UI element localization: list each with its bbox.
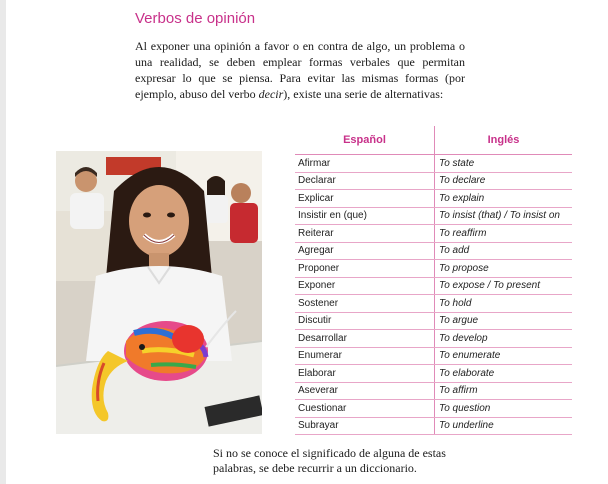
intro-text-2: ), existe una serie de alternativas:: [283, 87, 444, 101]
page-edge: [0, 0, 6, 484]
english-verb: To argue: [435, 312, 573, 330]
english-verb: To expose / To present: [435, 277, 573, 295]
section-title: Verbos de opinión: [135, 10, 256, 27]
english-verb: To question: [435, 400, 573, 418]
column-header-english: Inglés: [435, 126, 573, 155]
vocabulary-table: [295, 126, 572, 435]
table-row: [295, 190, 572, 208]
spanish-verb: Explicar: [295, 190, 435, 208]
spanish-verb: Declarar: [295, 172, 435, 190]
table-row: [295, 382, 572, 400]
spanish-verb: Exponer: [295, 277, 435, 295]
spanish-verb: Insistir en (que): [295, 207, 435, 225]
intro-text-1: Al exponer una opinión a favor o en contra de algo, un problema o una realidad, se deben emplear formas verbales que permitan expresar lo que se piensa. Para evitar las mismas formas (por ejemplo, abuso del verbo: [135, 39, 465, 101]
spanish-verb: Reiterar: [295, 225, 435, 243]
table-row: [295, 207, 572, 225]
english-verb: To enumerate: [435, 347, 573, 365]
table-header-row: [295, 126, 572, 155]
table-row: [295, 365, 572, 383]
column-header-spanish: Español: [295, 126, 435, 155]
table-row: [295, 172, 572, 190]
spanish-verb: Sostener: [295, 295, 435, 313]
table-row: [295, 225, 572, 243]
table-row: [295, 400, 572, 418]
spanish-verb: Subrayar: [295, 417, 435, 435]
spanish-verb: Desarrollar: [295, 330, 435, 348]
table-row: [295, 295, 572, 313]
intro-italic-word: decir: [258, 87, 284, 101]
english-verb: To affirm: [435, 382, 573, 400]
english-verb: To underline: [435, 417, 573, 435]
spanish-verb: Afirmar: [295, 155, 435, 173]
english-verb: To elaborate: [435, 365, 573, 383]
classroom-photo: [56, 151, 262, 434]
table-row: [295, 155, 572, 173]
english-verb: To declare: [435, 172, 573, 190]
english-verb: To develop: [435, 330, 573, 348]
english-verb: To explain: [435, 190, 573, 208]
english-verb: To add: [435, 242, 573, 260]
table-row: [295, 417, 572, 435]
english-verb: To insist (that) / To insist on: [435, 207, 573, 225]
intro-paragraph: [135, 38, 465, 102]
spanish-verb: Elaborar: [295, 365, 435, 383]
spanish-verb: Aseverar: [295, 382, 435, 400]
spanish-verb: Cuestionar: [295, 400, 435, 418]
table-row: [295, 277, 572, 295]
table-row: [295, 347, 572, 365]
spanish-verb: Discutir: [295, 312, 435, 330]
english-verb: To reaffirm: [435, 225, 573, 243]
table-row: [295, 260, 572, 278]
english-verb: To propose: [435, 260, 573, 278]
english-verb: To hold: [435, 295, 573, 313]
english-verb: To state: [435, 155, 573, 173]
spanish-verb: Enumerar: [295, 347, 435, 365]
table-row: [295, 330, 572, 348]
spanish-verb: Proponer: [295, 260, 435, 278]
table-row: [295, 242, 572, 260]
table-row: [295, 312, 572, 330]
spanish-verb: Agregar: [295, 242, 435, 260]
dictionary-note: Si no se conoce el significado de alguna de estas palabras, se debe recurrir a un diccionario.: [213, 446, 446, 475]
